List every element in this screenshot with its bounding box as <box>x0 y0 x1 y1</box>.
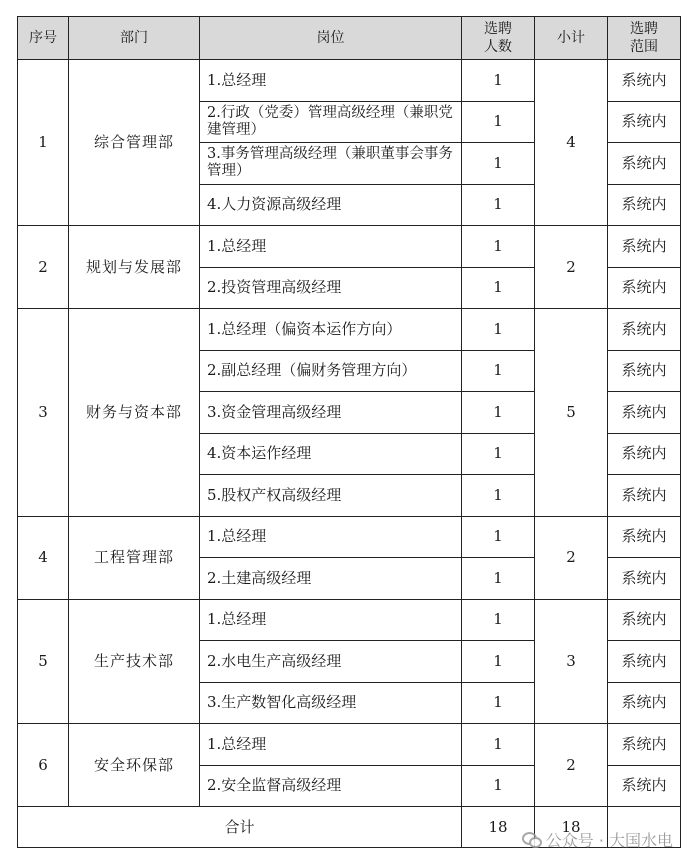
position-count: 1 <box>462 765 535 807</box>
position-title: 2.土建高级经理 <box>200 558 462 600</box>
dept-subtotal: 2 <box>535 226 608 309</box>
position-count: 1 <box>462 724 535 766</box>
position-count: 1 <box>462 475 535 517</box>
position-count: 1 <box>462 433 535 475</box>
position-title: 2.副总经理（偏财务管理方向） <box>200 350 462 392</box>
position-count: 1 <box>462 558 535 600</box>
dept-subtotal: 4 <box>535 60 608 226</box>
table-row <box>18 724 681 766</box>
total-count: 18 <box>462 807 535 848</box>
position-count: 1 <box>462 641 535 683</box>
position-count: 1 <box>462 60 535 102</box>
position-count: 1 <box>462 682 535 724</box>
dept-number: 6 <box>18 724 69 807</box>
total-scope <box>608 807 681 848</box>
position-title: 3.资金管理高级经理 <box>200 392 462 434</box>
position-scope: 系统内 <box>608 516 681 558</box>
table-row <box>18 309 681 351</box>
position-title: 2.水电生产高级经理 <box>200 641 462 683</box>
position-count: 1 <box>462 516 535 558</box>
position-title: 5.股权产权高级经理 <box>200 475 462 517</box>
dept-number: 4 <box>18 516 69 599</box>
dept-number: 5 <box>18 599 69 724</box>
position-scope: 系统内 <box>608 309 681 351</box>
table-header-row <box>18 17 681 60</box>
position-title: 3.事务管理高级经理（兼职董事会事务管理） <box>200 143 462 185</box>
position-title: 1.总经理 <box>200 724 462 766</box>
table-body <box>18 60 681 848</box>
position-count: 1 <box>462 267 535 309</box>
position-count: 1 <box>462 350 535 392</box>
position-title: 2.投资管理高级经理 <box>200 267 462 309</box>
total-row <box>18 807 681 848</box>
position-scope: 系统内 <box>608 60 681 102</box>
recruitment-table <box>17 16 681 848</box>
dept-subtotal: 3 <box>535 599 608 724</box>
header-subtotal: 小计 <box>535 17 608 60</box>
table-row <box>18 226 681 268</box>
dept-name: 综合管理部 <box>69 60 200 226</box>
position-scope: 系统内 <box>608 682 681 724</box>
table-row <box>18 599 681 641</box>
position-count: 1 <box>462 184 535 226</box>
position-scope: 系统内 <box>608 101 681 143</box>
position-title: 4.资本运作经理 <box>200 433 462 475</box>
position-scope: 系统内 <box>608 392 681 434</box>
position-count: 1 <box>462 101 535 143</box>
position-title: 1.总经理 <box>200 599 462 641</box>
header-position: 岗位 <box>200 17 462 60</box>
position-title: 2.行政（党委）管理高级经理（兼职党建管理） <box>200 101 462 143</box>
table-row <box>18 516 681 558</box>
position-count: 1 <box>462 599 535 641</box>
position-title: 1.总经理（偏资本运作方向） <box>200 309 462 351</box>
header-no: 序号 <box>18 17 69 60</box>
position-count: 1 <box>462 392 535 434</box>
table-row <box>18 60 681 102</box>
position-scope: 系统内 <box>608 433 681 475</box>
position-scope: 系统内 <box>608 184 681 226</box>
position-scope: 系统内 <box>608 226 681 268</box>
position-scope: 系统内 <box>608 267 681 309</box>
dept-number: 2 <box>18 226 69 309</box>
position-title: 1.总经理 <box>200 60 462 102</box>
total-label: 合计 <box>18 807 462 848</box>
watermark-text: 公众号 · 大国水电 <box>545 831 673 850</box>
position-count: 1 <box>462 226 535 268</box>
position-scope: 系统内 <box>608 350 681 392</box>
position-scope: 系统内 <box>608 724 681 766</box>
dept-name: 工程管理部 <box>69 516 200 599</box>
position-title: 1.总经理 <box>200 516 462 558</box>
dept-subtotal: 2 <box>535 724 608 807</box>
position-scope: 系统内 <box>608 641 681 683</box>
dept-subtotal: 5 <box>535 309 608 517</box>
position-title: 2.安全监督高级经理 <box>200 765 462 807</box>
header-department: 部门 <box>69 17 200 60</box>
dept-subtotal: 2 <box>535 516 608 599</box>
position-scope: 系统内 <box>608 143 681 185</box>
header-count: 选聘 人数 <box>462 17 535 60</box>
total-subtotal: 18 <box>535 807 608 848</box>
dept-name: 规划与发展部 <box>69 226 200 309</box>
dept-name: 安全环保部 <box>69 724 200 807</box>
position-scope: 系统内 <box>608 475 681 517</box>
position-scope: 系统内 <box>608 599 681 641</box>
position-count: 1 <box>462 309 535 351</box>
position-title: 3.生产数智化高级经理 <box>200 682 462 724</box>
dept-name: 财务与资本部 <box>69 309 200 517</box>
position-scope: 系统内 <box>608 765 681 807</box>
position-title: 1.总经理 <box>200 226 462 268</box>
header-scope: 选聘 范围 <box>608 17 681 60</box>
position-title: 4.人力资源高级经理 <box>200 184 462 226</box>
position-scope: 系统内 <box>608 558 681 600</box>
dept-number: 3 <box>18 309 69 517</box>
position-count: 1 <box>462 143 535 185</box>
dept-name: 生产技术部 <box>69 599 200 724</box>
dept-number: 1 <box>18 60 69 226</box>
